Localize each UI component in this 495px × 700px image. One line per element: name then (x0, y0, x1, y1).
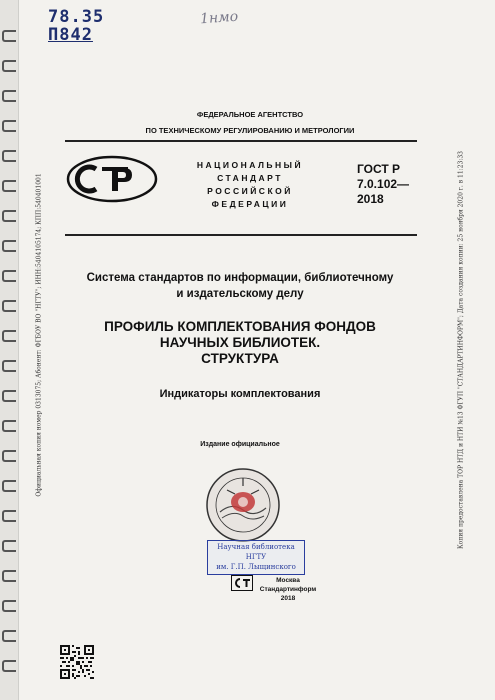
title-line3: СТРУКТУРА (201, 351, 279, 366)
gost-number (357, 162, 447, 207)
national-standard-label (186, 159, 314, 211)
stamp-line3: им. Г.П. Лыщинского (216, 563, 296, 571)
top-divider (65, 140, 417, 142)
qr-code (60, 645, 94, 679)
stamp-line1: Научная библиотека (217, 543, 295, 551)
binding-ring (2, 330, 16, 342)
binding-ring (2, 450, 16, 462)
agency-line1: ФЕДЕРАЛЬНОЕ АГЕНТСТВО (196, 110, 304, 119)
publisher-name: Стандартинформ (259, 586, 317, 593)
document-subtitle: Индикаторы комплектования (159, 388, 321, 400)
publisher-block (253, 576, 323, 603)
binding-ring (2, 150, 16, 162)
handwritten-call-number (48, 8, 104, 44)
binding-ring (2, 660, 16, 672)
standartinform-logo (231, 575, 253, 591)
title-line1: ПРОФИЛЬ КОМПЛЕКТОВАНИЯ ФОНДОВ (104, 319, 376, 334)
binding-ring (2, 210, 16, 222)
system-title (60, 270, 420, 302)
publisher-year: 2018 (280, 595, 296, 602)
standard-line: НАЦИОНАЛЬНЫЙ (196, 160, 304, 170)
standard-line: СТАНДАРТ (217, 173, 283, 183)
right-margin-copy-note (456, 150, 466, 550)
binding-ring (2, 420, 16, 432)
binding-ring (2, 270, 16, 282)
agency-line2: ПО ТЕХНИЧЕСКОМУ РЕГУЛИРОВАНИЮ И МЕТРОЛОГИИ (145, 126, 355, 135)
call-number-line2: П842 (48, 25, 93, 45)
library-ownership-stamp (207, 540, 305, 575)
binding-ring (2, 360, 16, 372)
binding-ring (2, 540, 16, 552)
left-margin-copy-note (34, 140, 44, 530)
system-title-line1: Система стандартов по информации, библиотечному (86, 272, 394, 284)
binding-ring (2, 300, 16, 312)
binding-ring (2, 480, 16, 492)
standard-line: ФЕДЕРАЦИИ (211, 199, 289, 209)
binding-ring (2, 570, 16, 582)
standard-line: РОССИЙСКОЙ (207, 186, 293, 196)
gost-r-logo (66, 155, 158, 203)
binding-ring (2, 60, 16, 72)
gost-line3: 2018 (357, 192, 384, 206)
binding-ring (2, 120, 16, 132)
binding-ring (2, 390, 16, 402)
gost-line2: 7.0.102— (357, 177, 410, 191)
binding-ring (2, 510, 16, 522)
left-margin-text: Официальная копия номер 0313075; Абонент: ФГБОУ ВО "НГТУ"; ИНН:5404105174; КПП:540401001 (35, 173, 43, 497)
binding-ring (2, 630, 16, 642)
title-line2: НАУЧНЫХ БИБЛИОТЕК. (159, 335, 321, 350)
document-title (60, 319, 420, 367)
binding-spine (0, 0, 19, 700)
handwritten-note: 1нмо (199, 8, 239, 28)
binding-ring (2, 180, 16, 192)
binding-ring (2, 600, 16, 612)
edition-label: Издание официальное (200, 441, 280, 448)
library-seal-stamp (202, 464, 284, 546)
call-number-line1: 78.35 (48, 7, 105, 27)
binding-ring (2, 90, 16, 102)
gost-line1: ГОСТ Р (357, 162, 401, 176)
system-title-line2: и издательскому делу (176, 288, 304, 300)
binding-ring (2, 30, 16, 42)
stamp-line2: НГТУ (245, 553, 267, 561)
right-margin-text: Копия предоставлена ТОР НТД и НТИ №13 ФГУП "СТАНДАРТИНФОРМ"; Дата создания копии: 25 ноября 2020 г. в 11:23:33 (457, 151, 465, 549)
publisher-city: Москва (276, 577, 300, 584)
header-divider (65, 234, 417, 236)
binding-ring (2, 240, 16, 252)
